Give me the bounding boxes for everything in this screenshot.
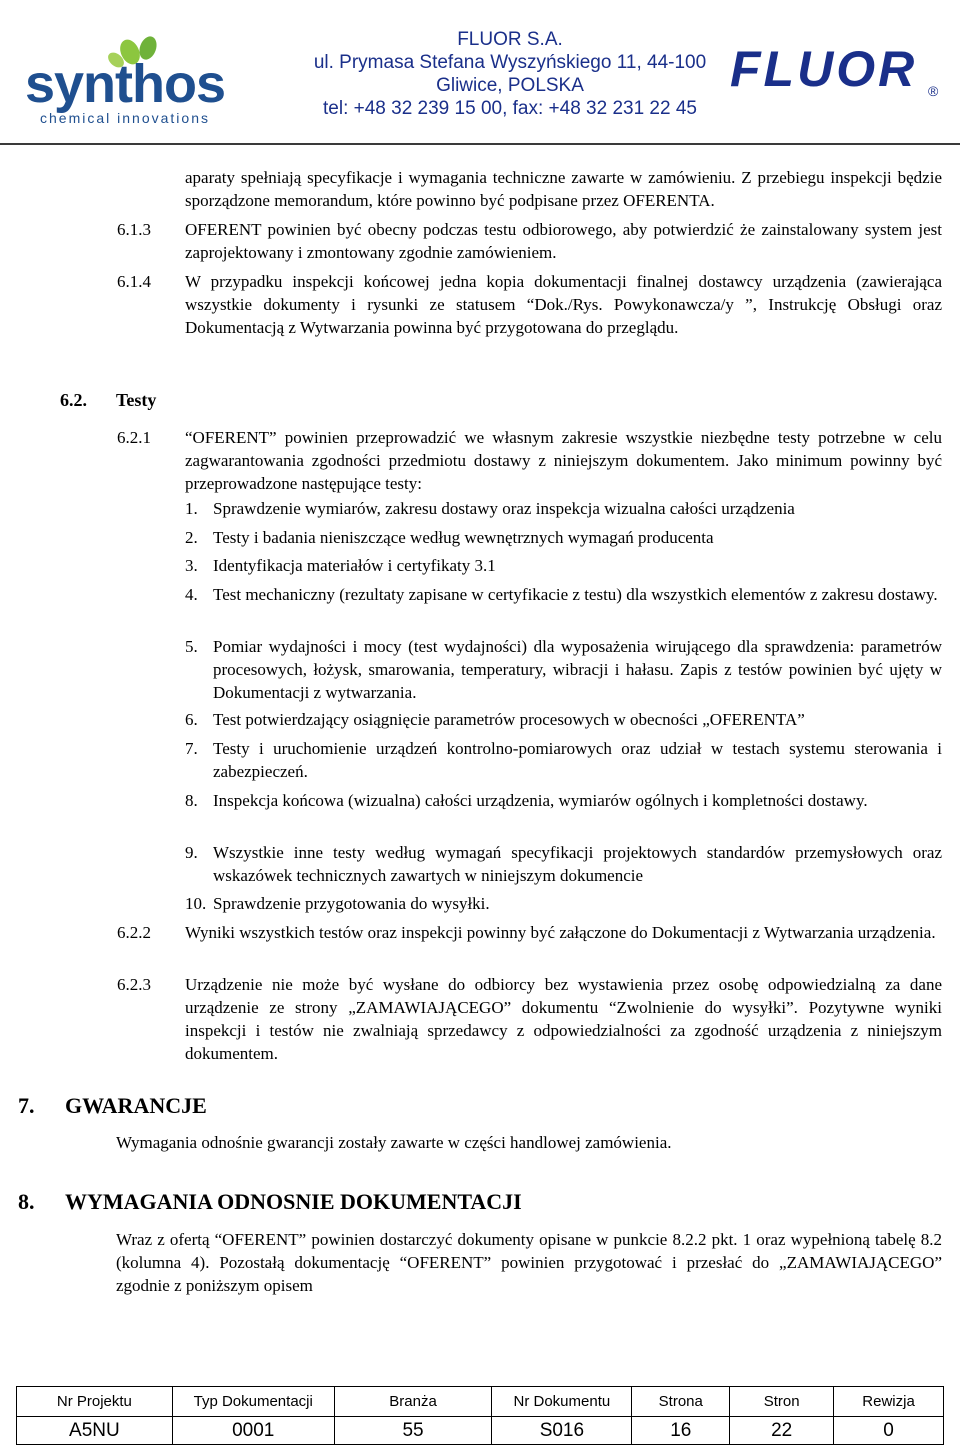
synthos-tagline: chemical innovations <box>40 110 210 126</box>
list-item-number: 3. <box>185 556 198 575</box>
list-item-number: 6. <box>185 710 198 729</box>
section-number: 6.1.4 <box>117 272 151 291</box>
table-header-cell: Stron <box>730 1387 834 1417</box>
table-cell: 0 <box>834 1417 944 1445</box>
list-item: Identyfikacja materiałów i certyfikaty 3.1 <box>213 556 496 575</box>
table-cell: S016 <box>492 1417 632 1445</box>
list-item: Test mechaniczny (rezultaty zapisane w certyfikacie z testu) dla wszystkich elementów z zakresu dostawy. <box>213 585 938 604</box>
table-header-cell: Nr Dokumentu <box>492 1387 632 1417</box>
list-item-number: 8. <box>185 791 198 810</box>
table-header-cell: Branża <box>334 1387 492 1417</box>
table-cell: 0001 <box>172 1417 334 1445</box>
table-cell: 16 <box>632 1417 730 1445</box>
list-item-number: 4. <box>185 585 198 604</box>
section-heading-title: Testy <box>116 390 157 410</box>
list-item-number: 2. <box>185 528 198 547</box>
list-item: Inspekcja końcowa (wizualna) całości urządzenia, wymiarów ogólnych i kompletności dostawy. <box>213 791 868 810</box>
paragraph-intro: aparaty spełniają specyfikacje i wymagania techniczne zawarte w zamówieniu. Z przebiegu inspekcji będzie sporządzone memorandum, które powinno być podpisane przez OFERENTA. <box>185 168 942 210</box>
company-city: Gliwice, POLSKA <box>436 75 584 96</box>
chapter-heading-number: 7. <box>18 1093 35 1118</box>
company-name: FLUOR S.A. <box>457 29 563 50</box>
list-item: Testy i uruchomienie urządzeń kontrolno-pomiarowych oraz udział w testach systemu sterowania i zabezpieczeń. <box>213 739 942 781</box>
header-divider <box>0 143 960 145</box>
synthos-wordmark: synthos <box>24 54 226 114</box>
list-item: Testy i badania nieniszczące według wewnętrznych wymagań producenta <box>213 528 714 547</box>
list-item: Sprawdzenie przygotowania do wysyłki. <box>213 894 490 913</box>
chapter-heading-number: 8. <box>18 1189 35 1214</box>
section-number: 6.2.1 <box>117 428 151 447</box>
list-item-number: 5. <box>185 637 198 656</box>
chapter-heading-title: GWARANCJE <box>65 1093 207 1118</box>
section-6-1-4-text: W przypadku inspekcji końcowej jedna kopia dokumentacji finalnej dostawcy urządzenia (zawierająca wszystkie dokumenty i rysunki ze statusem “Dok./Rys. Powykonawcza/y ”, Instrukcję Obsługi oraz Dokumentacją z Wytwarzania powinna być przygotowana do przeglądu. <box>185 272 942 337</box>
table-header-cell: Typ Dokumentacji <box>172 1387 334 1417</box>
page-header <box>0 0 960 144</box>
list-item-number: 1. <box>185 499 198 518</box>
document-info-table <box>16 1386 944 1444</box>
list-item: Pomiar wydajności i mocy (test wydajności) dla wyposażenia wirującego dla sprawdzenia: parametrów procesowych, łożysk, smarowania, temperatury, wibracji i hałasu. Zapis z testów powinien być ujęty w Dokumentacji z wytwarzania. <box>213 637 942 702</box>
table-header-cell: Rewizja <box>834 1387 944 1417</box>
list-item: Sprawdzenie wymiarów, zakresu dostawy oraz inspekcja wizualna całości urządzenia <box>213 499 795 518</box>
chapter-heading-title: WYMAGANIA ODNOSNIE DOKUMENTACJI <box>65 1189 522 1214</box>
section-number: 6.2.2 <box>117 923 151 942</box>
table-cell: 22 <box>730 1417 834 1445</box>
table-header-cell: Strona <box>632 1387 730 1417</box>
list-item-number: 9. <box>185 843 198 862</box>
company-info <box>250 28 770 120</box>
section-heading-number: 6.2. <box>60 390 87 410</box>
section-number: 6.2.3 <box>117 975 151 994</box>
list-item-number: 10. <box>185 894 207 913</box>
list-item-number: 7. <box>185 739 198 758</box>
section-number: 6.1.3 <box>117 220 151 239</box>
company-contact: tel: +48 32 239 15 00, fax: +48 32 231 22 45 <box>323 98 697 119</box>
company-address: ul. Prymasa Stefana Wyszyńskiego 11, 44-100 <box>313 52 707 73</box>
section-6-2-3-text: Urządzenie nie może być wysłane do odbiorcy bez wystawienia przez osobę odpowiedzialną za dane urządzenie ze strony „ZAMAWIAJĄCEGO” dokumentu “Zwolnienie do wysyłki”. Pozytywne wyniki inspekcji i testów nie zwalniają sprzedawcy z odpowiedzialności za zgodność urządzenia z niniejszym dokumentem. <box>185 975 942 1063</box>
section-6-2-2-text: Wyniki wszystkich testów oraz inspekcji powinny być załączone do Dokumentacji z Wytwarzania urządzenia. <box>185 923 936 942</box>
synthos-logo <box>10 30 240 130</box>
registered-mark: ® <box>928 83 939 99</box>
table-header-cell: Nr Projektu <box>17 1387 173 1417</box>
section-8-text: Wraz z ofertą “OFERENT” powinien dostarczyć dokumenty opisane w punkcie 8.2.2 pkt. 1 oraz wypełnioną tabelę 8.2 (kolumna 4). Pozostałą dokumentację “OFERENT” powinien przygotować i przesłać do „ZAMAWIAJĄCEGO” zgodnie z poniższym opisem <box>116 1230 942 1295</box>
table-cell: 55 <box>334 1417 492 1445</box>
fluor-wordmark: FLUOR <box>730 41 918 97</box>
section-6-2-1-text: “OFERENT” powinien przeprowadzić we własnym zakresie wszystkie niezbędne testy potrzebne w celu zagwarantowania zgodności przedmiotu dostawy z niniejszym dokumentem. Jako minimum powinny być przeprowadzone następujące testy: <box>185 428 942 493</box>
list-item: Wszystkie inne testy według wymagań specyfikacji projektowych standardów przemysłowych oraz wskazówek technicznych zawartych w niniejszym dokumencie <box>213 843 942 885</box>
list-item: Test potwierdzający osiągnięcie parametrów procesowych w obecności „OFERENTA” <box>213 710 805 729</box>
fluor-logo <box>730 40 945 100</box>
table-cell: A5NU <box>17 1417 173 1445</box>
section-7-text: Wymagania odnośnie gwarancji zostały zawarte w części handlowej zamówienia. <box>116 1133 672 1152</box>
section-6-1-3-text: OFERENT powinien być obecny podczas testu odbiorowego, aby potwierdzić że zainstalowany system jest zaprojektowany i zmontowany zgodnie zamówieniem. <box>185 220 942 262</box>
